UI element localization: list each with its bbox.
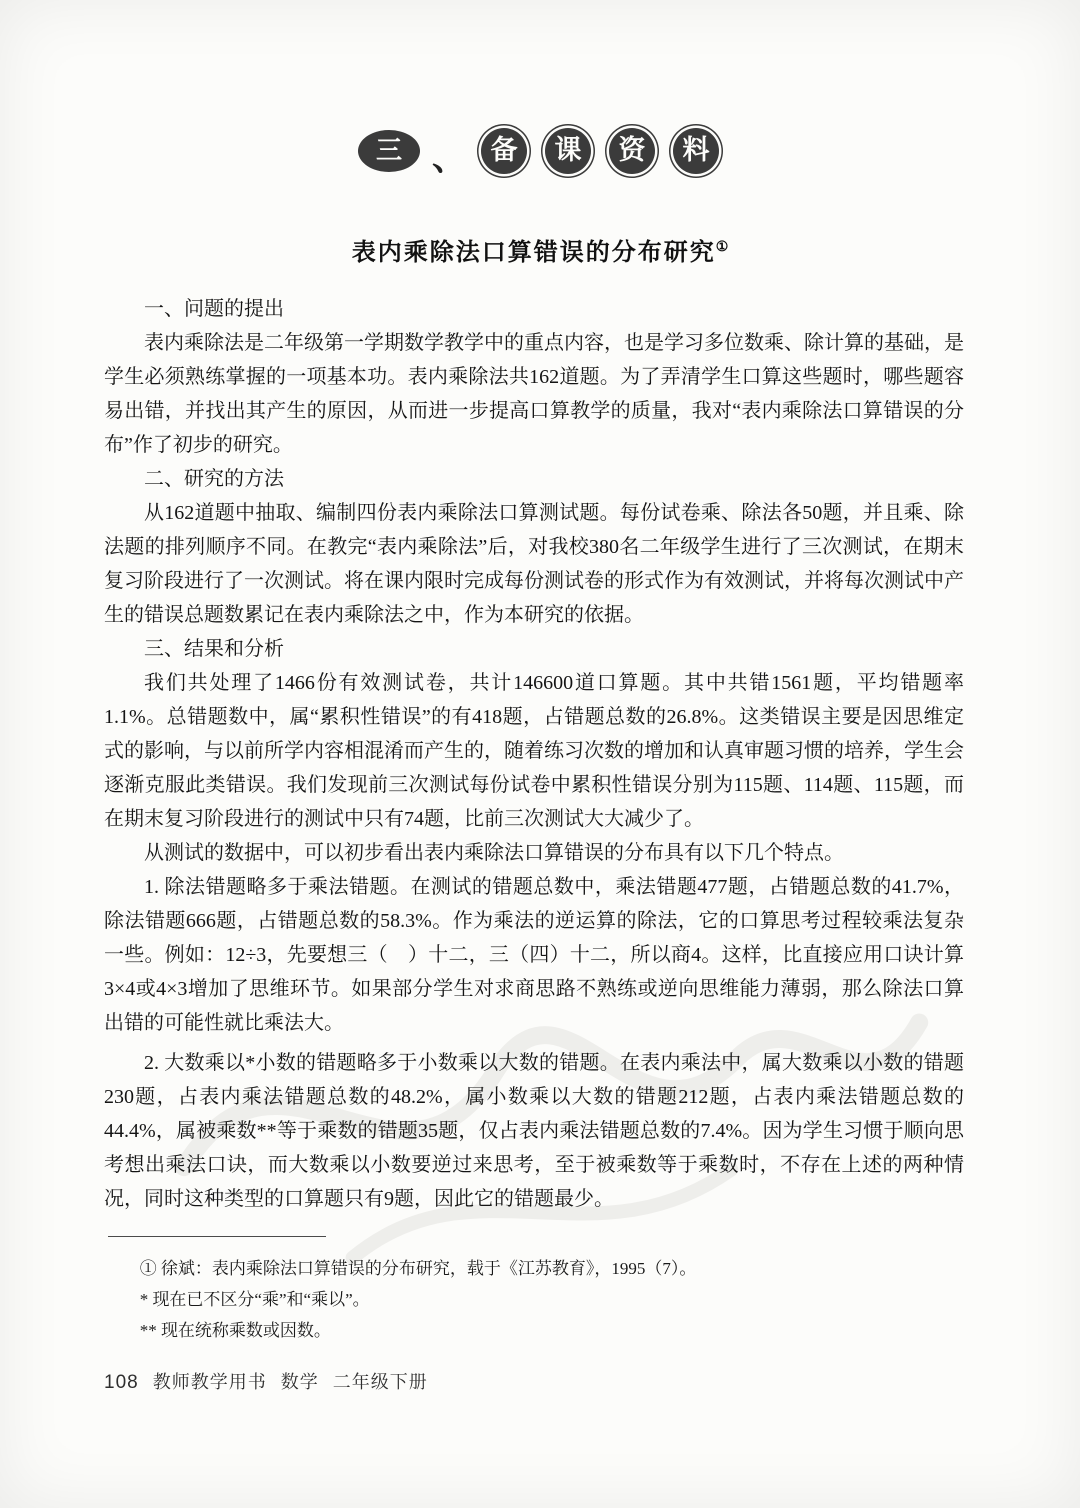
- page-footer: [104, 1368, 428, 1394]
- paragraph-3: 我们共处理了1466份有效测试卷，共计146600道口算题。其中共错1561题，平均错题率1.1%。总错题数中，属“累积性错误”的有418题，占错题总数的26.8%。这类错误主要是因思维定式的影响，与以前所学内容相混淆而产生的，随着练习次数的增加和认真审题习惯的培养，学生会逐渐克服此类错误。我们发现前三次测试每份试卷中累积性错误分别为115题、114题、115题，而在期末复习阶段进行的测试中只有74题，比前三次测试大大减少了。: [104, 672, 964, 830]
- footer-subject: 数学: [280, 1372, 319, 1392]
- chapter-title-badge-1: 备: [481, 128, 527, 174]
- chapter-title-badge-3: 资: [609, 128, 655, 174]
- footer-volume: 二年级下册: [332, 1372, 428, 1392]
- footer-book-title: 教师教学用书: [152, 1372, 267, 1392]
- paragraph-5: 1. 除法错题略多于乘法错题。在测试的错题总数中，乘法错题477题，占错题总数的41.7%，除法错题666题，占错题总数的58.3%。作为乘法的逆运算的除法，它的口算思考过程较乘法复杂一些。例如：12÷3，先要想三（ ）十二，三（四）十二，所以商4。这样，比直接应用口诀计算3×4或4×3增加了思维环节。如果部分学生对求商思路不熟练或逆向思维能力薄弱，那么除法口算出错的可能性就比乘法大。: [104, 876, 964, 1034]
- article-title: [0, 232, 1080, 267]
- footnotes: [104, 1236, 904, 1346]
- page-number: 108: [104, 1372, 139, 1393]
- footnote-1: ① 徐斌：表内乘除法口算错误的分布研究，载于《江苏教育》，1995（7）。: [139, 1259, 697, 1278]
- article-body: [104, 292, 964, 1216]
- footnote-divider: [108, 1236, 326, 1237]
- paragraph-6: 2. 大数乘以*小数的错题略多于小数乘以大数的错题。在表内乘法中，属大数乘以小数的错题230题，占表内乘法错题总数的48.2%，属小数乘以大数的错题212题，占表内乘法错题总数的44.4%，属被乘数**等于乘数的错题35题，仅占表内乘法错题总数的7.4%。因为学生习惯于顺向思考想出乘法口诀，而大数乘以小数要逆过来思考，至于被乘数等于乘数时，不存在上述的两种情况，同时这种类型的口算题只有9题，因此它的错题最少。: [104, 1052, 964, 1210]
- chapter-title-badge-4: 料: [673, 128, 719, 174]
- chapter-comma: 、: [432, 141, 466, 178]
- section-heading-3: 三、结果和分析: [144, 638, 284, 660]
- chapter-number-badge: 三: [358, 130, 420, 172]
- footnote-3: ** 现在统称乘数或因数。: [139, 1321, 331, 1340]
- paragraph-2: 从162道题中抽取、编制四份表内乘除法口算测试题。每份试卷乘、除法各50题，并且乘、除法题的排列顺序不同。在教完“表内乘除法”后，对我校380名二年级学生进行了三次测试，在期末复习阶段进行了一次测试。将在课内限时完成每份测试卷的形式作为有效测试，并将每次测试中产生的错误总题数累记在表内乘除法之中，作为本研究的依据。: [104, 502, 964, 626]
- title-footnote-mark: ①: [715, 240, 729, 255]
- paragraph-1: 表内乘除法是二年级第一学期数学教学中的重点内容，也是学习多位数乘、除计算的基础，是学生必须熟练掌握的一项基本功。表内乘除法共162道题。为了弄清学生口算这些题时，哪些题容易出错，并找出其产生的原因，从而进一步提高口算教学的质量，我对“表内乘除法口算错误的分布”作了初步的研究。: [104, 332, 964, 456]
- chapter-title-badge-2: 课: [545, 128, 591, 174]
- section-heading-2: 二、研究的方法: [144, 468, 284, 490]
- article-title-text: 表内乘除法口算错误的分布研究: [351, 240, 716, 266]
- footnote-2: * 现在已不区分“乘”和“乘以”。: [139, 1290, 370, 1309]
- paragraph-4: 从测试的数据中，可以初步看出表内乘除法口算错误的分布具有以下几个特点。: [144, 842, 844, 864]
- section-heading-1: 一、问题的提出: [144, 298, 284, 320]
- chapter-header: [0, 126, 1080, 178]
